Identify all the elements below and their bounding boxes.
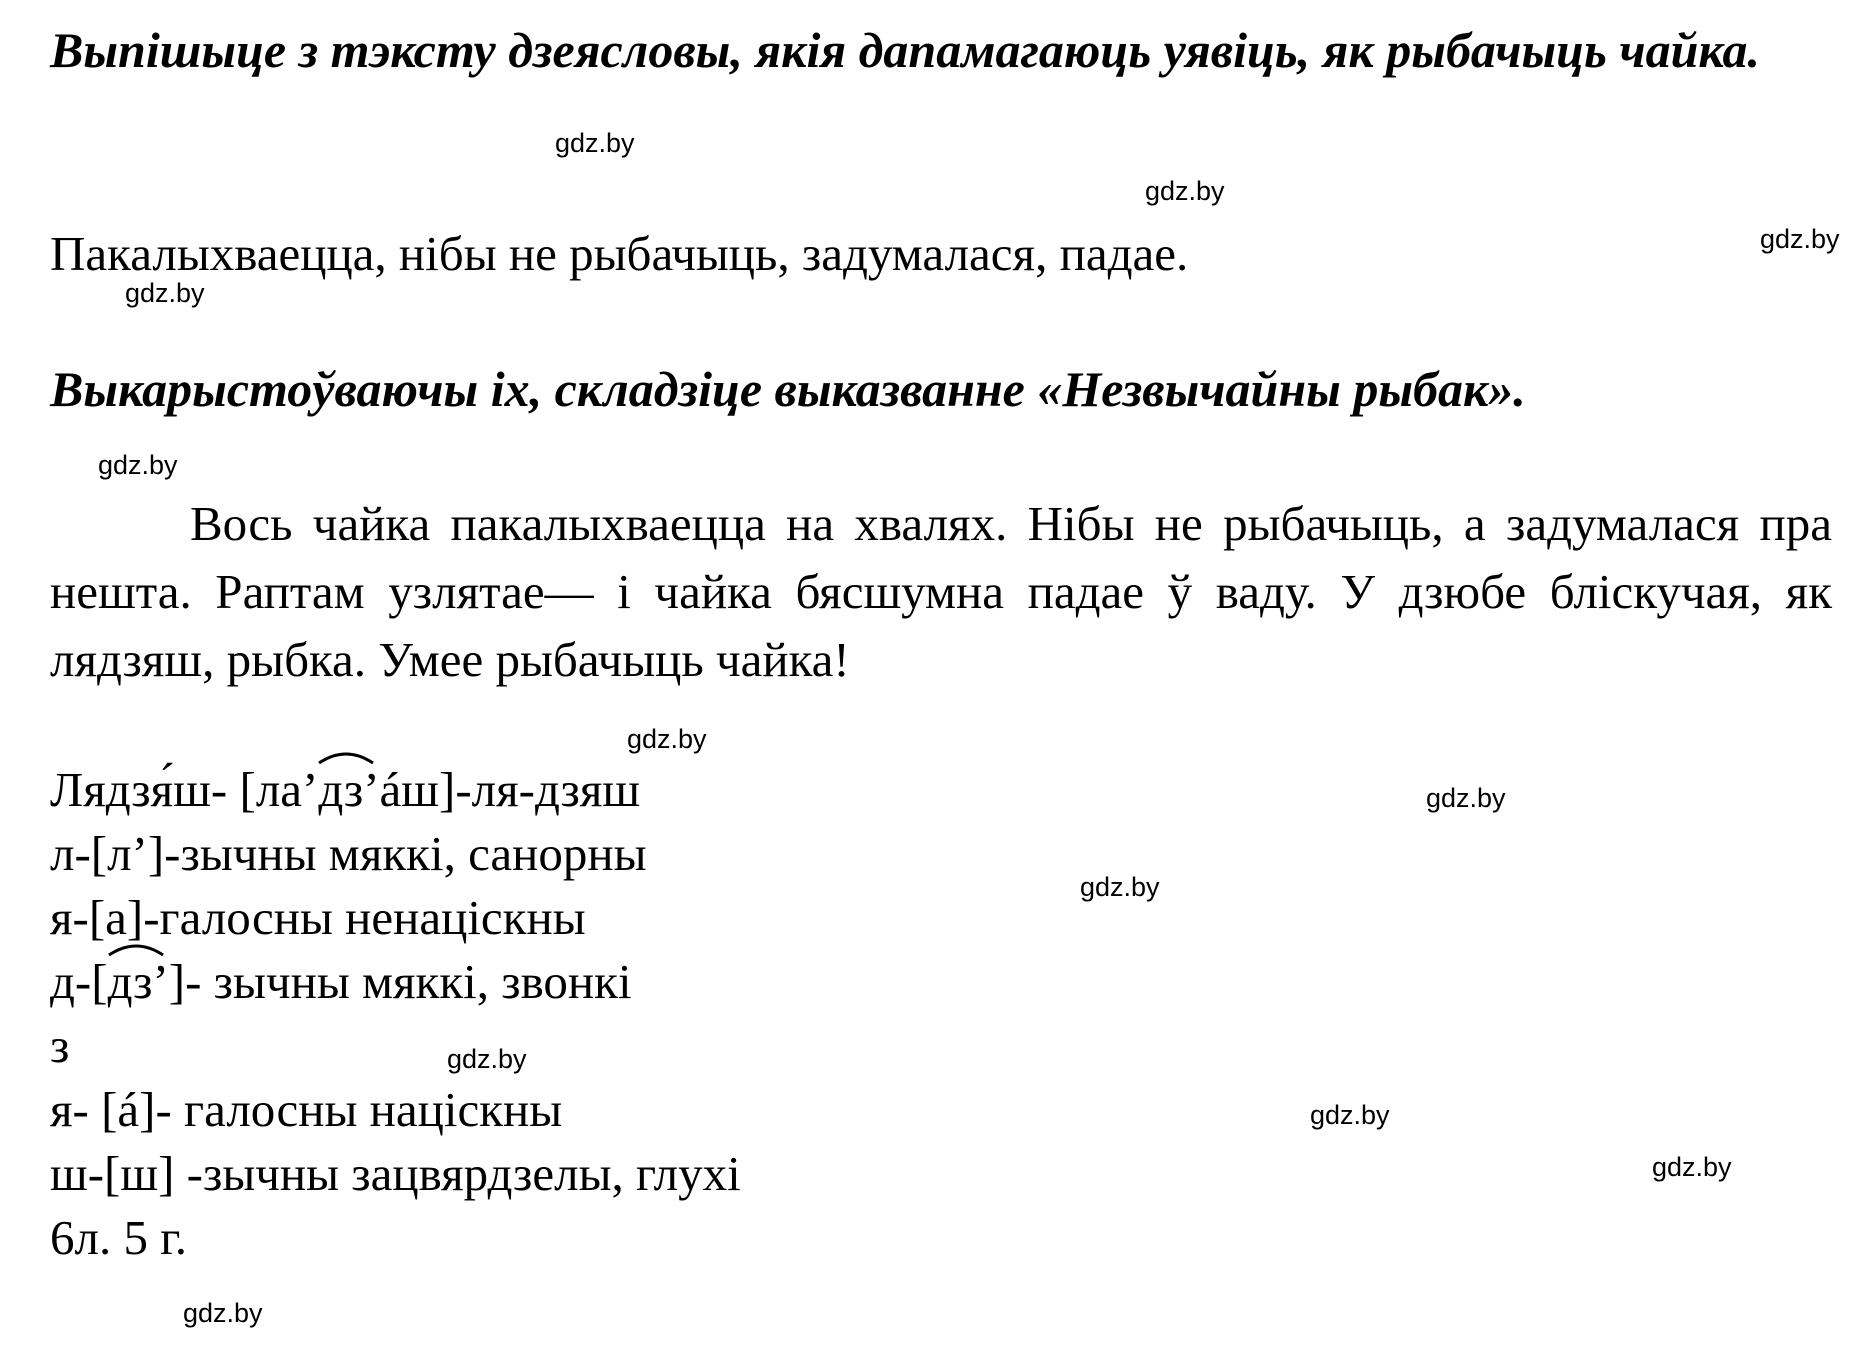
ligature-arc-icon (106, 942, 166, 956)
affricate-dz-1-text: дз (318, 762, 364, 817)
ligature-arc-icon (316, 750, 376, 764)
watermark: gdz.by (555, 128, 635, 158)
affricate-dz-1 (318, 758, 363, 822)
watermark: gdz.by (98, 450, 178, 480)
watermark: gdz.by (1310, 1100, 1390, 1130)
word-transcription-line (50, 758, 741, 822)
transcription-close: ’áш]-ля-дзяш (363, 762, 641, 817)
watermark: gdz.by (125, 278, 205, 308)
letter-dz-line (50, 950, 741, 1014)
watermark: gdz.by (1652, 1152, 1732, 1182)
watermark: gdz.by (1426, 783, 1506, 813)
letter-l-line: л-[л’]-зычны мяккі, санорны (50, 826, 647, 881)
letter-sh-line: ш-[ш] -зычны зацвярдзелы, глухі (50, 1146, 741, 1201)
essay-text: Вось чайка пакалыхваецца на хвалях. Нібы не рыбачыць, а задумалася пра нешта. Раптам узлятае— і чайка бясшумна падае ў ваду. У дзюбе бліскучая, як лядзяш, рыбка. Умее рыбачыць чайка! (50, 496, 1832, 687)
watermark: gdz.by (627, 724, 707, 754)
task-2-heading: Выкарыстоўваючы іх, складзіце выказванне «Незвычайны рыбак». (50, 361, 1526, 417)
letter-dz-suffix: ’]- зычны мяккі, звонкі (152, 954, 632, 1009)
affricate-dz-2-text: дз (107, 954, 153, 1009)
phonetic-analysis (50, 758, 741, 1270)
affricate-dz-2 (108, 950, 153, 1014)
letter-z-line: з (50, 1018, 70, 1073)
transcription-open: [ла’ (227, 762, 319, 817)
watermark: gdz.by (183, 1298, 263, 1328)
watermark: gdz.by (1145, 176, 1225, 206)
essay-paragraph (50, 490, 1832, 694)
watermark: gdz.by (1080, 872, 1160, 902)
letter-ya-unstressed-line: я-[а]-галосны ненацiскны (50, 890, 586, 945)
watermark: gdz.by (1760, 224, 1840, 254)
verbs-answer: Пакалыхваецца, нібы не рыбачыць, задумалася, падае. (50, 226, 1189, 281)
summary-line: 6л. 5 г. (50, 1210, 188, 1265)
letter-dz-prefix: д-[ (50, 954, 108, 1009)
watermark: gdz.by (447, 1044, 527, 1074)
task-1-heading: Выпішыце з тэксту дзеясловы, якія дапамагаюць уявіць, як рыбачыць чайка. (50, 22, 1760, 78)
analyzed-word: Лядзя́ш- (50, 762, 228, 817)
letter-ya-stressed-line: я- [á]- галосны нацiскны (50, 1082, 563, 1137)
